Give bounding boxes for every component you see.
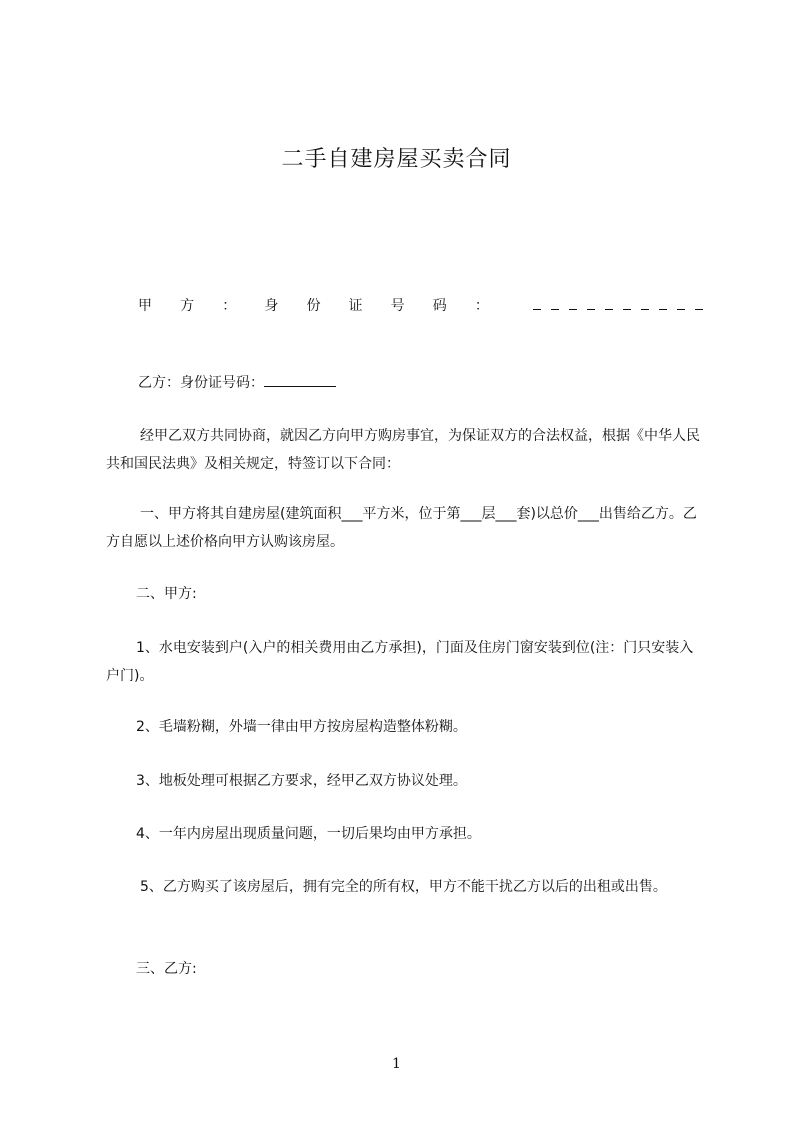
clause-1: 一、甲方将其自建房屋(建筑面积___平方米，位于第___层___套)以总价___出售给乙方。乙方自愿以上述价格向甲方认购该房屋。 bbox=[106, 506, 697, 550]
party-a-id-blanks bbox=[533, 297, 703, 310]
page-number: 1 bbox=[392, 1056, 401, 1072]
id-blank bbox=[533, 297, 541, 310]
party-a-char: ： bbox=[474, 298, 489, 314]
item-2-5: 5、乙方购买了该房屋后，拥有完全的所有权，甲方不能干扰乙方以后的出租或出售。 bbox=[140, 879, 667, 895]
party-a-char: 份 bbox=[306, 298, 321, 314]
intro-paragraph: 经甲乙双方共同协商，就因乙方向甲方购房事宜，为保证双方的合法权益，根据《中华人民共和国民法典》及相关规定，特签订以下合同： bbox=[106, 428, 700, 472]
party-b-id-blank bbox=[264, 372, 336, 387]
section-2-heading: 二、甲方: bbox=[136, 586, 197, 602]
party-b-id-line bbox=[138, 372, 336, 392]
id-blank bbox=[641, 297, 649, 310]
party-a-char: 甲 bbox=[138, 298, 152, 314]
party-a-char: 号 bbox=[390, 298, 405, 314]
document-title: 二手自建房屋买卖合同 bbox=[281, 147, 512, 172]
item-2-4: 4、一年内房屋出现质量问题，一切后果均由甲方承担。 bbox=[136, 826, 481, 842]
party-a-id-line bbox=[138, 295, 703, 315]
id-blank bbox=[695, 297, 703, 310]
party-a-char: 码 bbox=[432, 298, 447, 314]
id-blank bbox=[551, 297, 559, 310]
id-blank bbox=[569, 297, 577, 310]
id-blank bbox=[605, 297, 613, 310]
id-blank bbox=[623, 297, 631, 310]
section-3-heading: 三、乙方: bbox=[136, 961, 197, 977]
party-a-char: 证 bbox=[348, 298, 363, 314]
party-a-char: ： bbox=[222, 298, 237, 314]
id-blank bbox=[677, 297, 685, 310]
item-2-3: 3、地板处理可根据乙方要求，经甲乙双方协议处理。 bbox=[136, 773, 467, 789]
party-a-char: 方 bbox=[180, 298, 195, 314]
item-2-2: 2、毛墙粉糊，外墙一律由甲方按房屋构造整体粉糊。 bbox=[136, 719, 467, 735]
id-blank bbox=[587, 297, 595, 310]
id-blank bbox=[659, 297, 667, 310]
party-a-char: 身 bbox=[264, 298, 279, 314]
item-2-1: 1、水电安装到户(入户的相关费用由乙方承担)，门面及住房门窗安装到位(注：门只安装入户门)。 bbox=[106, 640, 694, 684]
party-b-label: 乙方：身份证号码： bbox=[138, 375, 264, 391]
